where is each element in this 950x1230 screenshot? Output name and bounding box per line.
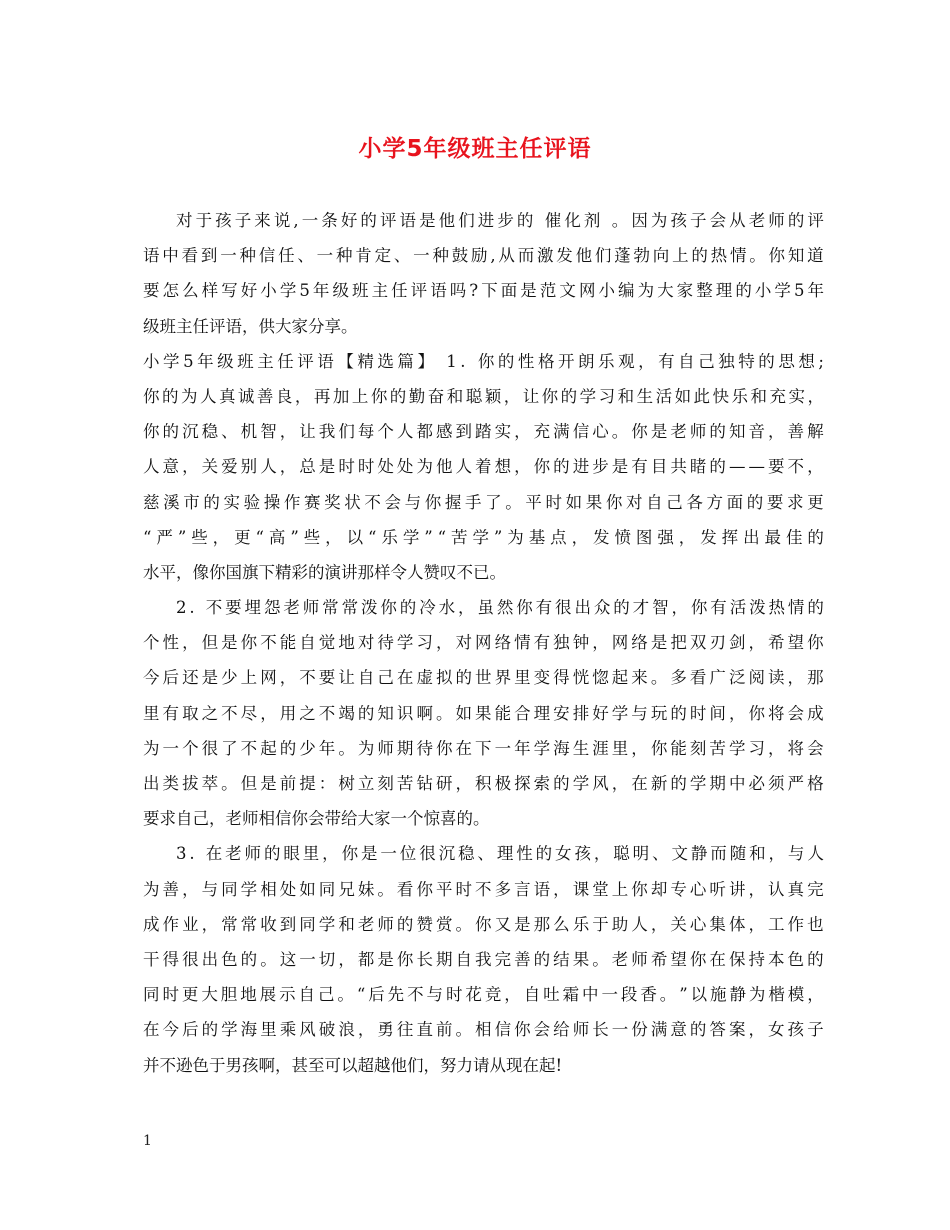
text-line: 对 于 孩 子 来 说 , 一 条 好 的 评 语 是 他 们 进 步 的 催 化 剂 。 因 为 孩 子 会 从 老 师 的 评 [176, 211, 824, 230]
text-line: 并不逊色于男孩啊，甚至可以超越他们，努力请从现在起! [143, 1055, 563, 1075]
text-line: 3 . 在 老 师 的 眼 里 ， 你 是 一 位 很 沉 稳 、 理 性 的 女 孩 ， 聪 明 、 文 静 而 随 和 ， 与 人 [176, 844, 824, 864]
text-line: 要 怎 么 样 写 好 小 学 5 年 级 班 主 任 评 语 吗 ? 下 面 是 范 文 网 小 编 为 大 家 整 理 的 小 学 5 年 [143, 281, 824, 301]
text-line: “ 严 ” 些 ， 更 “ 高 ” 些 ， 以 “ 乐 学 ” “ 苦 学 ” 为 基 点 ， 发 愤 图 强 ， 发 挥 出 最 佳 的 [143, 527, 824, 547]
text-line: 小 学 5 年 级 班 主 任 评 语 【 精 选 篇 】 1 . 你 的 性 格 开 朗 乐 观 ， 有 自 己 独 特 的 思 想 ; [143, 351, 824, 371]
text-line: 级班主任评语，供大家分享。 [143, 316, 358, 336]
text-line: 为 一 个 很 了 不 起 的 少 年 。 为 师 期 待 你 在 下 一 年 学 海 生 涯 里 ， 你 能 刻 苦 学 习 ， 将 会 [143, 738, 824, 758]
text-line: 水平，像你国旗下精彩的演讲那样令人赞叹不已。 [143, 562, 506, 582]
text-line: 里 有 取 之 不 尽 ， 用 之 不 竭 的 知 识 啊 。 如 果 能 合 理 安 排 好 学 与 玩 的 时 间 ， 你 将 会 成 [143, 703, 824, 723]
text-line: 同 时 更 大 胆 地 展 示 自 己 。 “ 后 先 不 与 时 花 竞 ， 自 吐 霜 中 一 段 香 。 ” 以 施 静 为 楷 模 ， [143, 985, 824, 1005]
document-body [143, 203, 824, 1083]
text-line: 你 的 沉 稳 、 机 智 ， 让 我 们 每 个 人 都 感 到 踏 实 ， 充 满 信 心 。 你 是 老 师 的 知 音 ， 善 解 [143, 422, 824, 442]
document-title: 小学5年级班主任评语 [358, 136, 592, 162]
text-line: 成 作 业 ， 常 常 收 到 同 学 和 老 师 的 赞 赏 。 你 又 是 那 么 乐 于 助 人 ， 关 心 集 体 ， 工 作 也 [143, 914, 824, 934]
text-line: 人 意 ， 关 爱 别 人 ， 总 是 时 时 处 处 为 他 人 着 想 ， 你 的 进 步 是 有 目 共 睹 的 — — 要 不 ， [143, 457, 824, 477]
text-line: 为 善 ， 与 同 学 相 处 如 同 兄 妹 。 看 你 平 时 不 多 言 语 ， 课 堂 上 你 却 专 心 听 讲 ， 认 真 完 [143, 879, 824, 899]
page-number: 1 [143, 1133, 152, 1149]
text-line: 今 后 还 是 少 上 网 ， 不 要 让 自 己 在 虚 拟 的 世 界 里 变 得 恍 惚 起 来 。 多 看 广 泛 阅 读 ， 那 [143, 668, 824, 688]
text-line: 个 性 ， 但 是 你 不 能 自 觉 地 对 待 学 习 ， 对 网 络 情 有 独 钟 ， 网 络 是 把 双 刃 剑 ， 希 望 你 [143, 633, 824, 653]
text-line: 干 得 很 出 色 的 。 这 一 切 ， 都 是 你 长 期 自 我 完 善 的 结 果 。 老 师 希 望 你 在 保 持 本 色 的 [143, 949, 824, 969]
text-line: 要求自己，老师相信你会带给大家一个惊喜的。 [143, 809, 490, 829]
text-line: 语 中 看 到 一 种 信 任 、 一 种 肯 定 、 一 种 鼓 励 , 从 而 激 发 他 们 蓬 勃 向 上 的 热 情 。 你 知 道 [143, 246, 824, 266]
text-line: 慈 溪 市 的 实 验 操 作 赛 奖 状 不 会 与 你 握 手 了 。 平 时 如 果 你 对 自 己 各 方 面 的 要 求 更 [143, 492, 824, 512]
text-line: 2 . 不 要 埋 怨 老 师 常 常 泼 你 的 冷 水 ， 虽 然 你 有 很 出 众 的 才 智 ， 你 有 活 泼 热 情 的 [176, 598, 824, 618]
text-line: 在 今 后 的 学 海 里 乘 风 破 浪 ， 勇 往 直 前 。 相 信 你 会 给 师 长 一 份 满 意 的 答 案 ， 女 孩 子 [143, 1020, 824, 1040]
text-line: 出 类 拔 萃 。 但 是 前 提 ： 树 立 刻 苦 钻 研 ， 积 极 探 索 的 学 风 ， 在 新 的 学 期 中 必 须 严 格 [143, 774, 824, 793]
text-line: 你 的 为 人 真 诚 善 良 ， 再 加 上 你 的 勤 奋 和 聪 颖 ， 让 你 的 学 习 和 生 活 如 此 快 乐 和 充 实 ， [143, 386, 824, 406]
